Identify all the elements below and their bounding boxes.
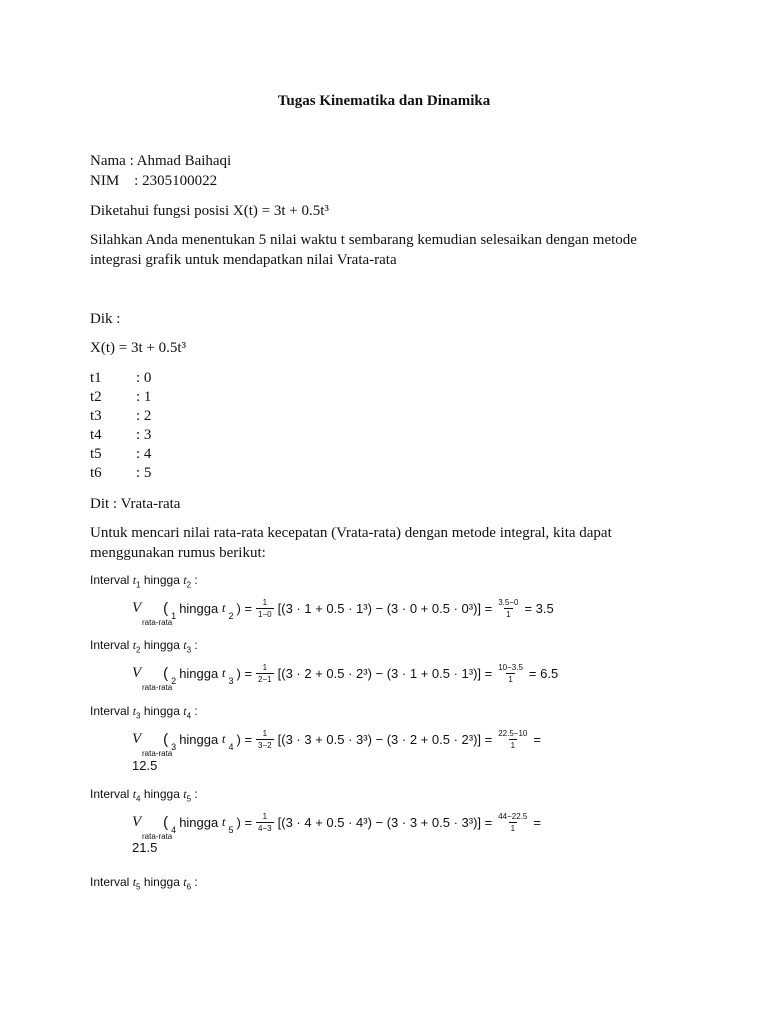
v-subscript: rata-rata (142, 682, 173, 692)
time-label: t4 (90, 427, 102, 443)
result-equals: = (533, 814, 541, 830)
v-symbol: V rata-rata (132, 664, 173, 692)
interval-heading: Interval $t_2$ hingga $t_3$ : (90, 638, 198, 655)
time-label: t3 (90, 408, 102, 424)
interval-start-index: 4 (136, 794, 141, 804)
factor-fraction: $\frac{1}{3-2}$ (258, 728, 272, 750)
interval-word: Interval (90, 638, 130, 652)
result-value-wrapped: 12.5 (132, 758, 158, 773)
time-label: t5 (90, 446, 102, 462)
interval-end-index: 6 (186, 882, 192, 892)
v-symbol: V rata-rata (132, 730, 173, 758)
interval-word: Interval (90, 787, 130, 801)
hingga-word: hingga (143, 704, 180, 718)
result-fraction: $\frac{22.5-10}{1}$ (498, 728, 528, 750)
fungsi-line: X(t) = 3t + 0.5t³ (90, 340, 186, 356)
factor-fraction: $\frac{1}{4-3}$ (258, 811, 272, 833)
formula-row: V rata-rata ( 3 hingga t 4 ) = $\frac{1}{3-2}$ [(3 · 3 + 0.5 · 3³) − (3 · 2 + 0.5 · 2³)] = $\frac{22.5-10}{1}$ = (132, 728, 541, 758)
end-index: 4 (228, 742, 234, 752)
result-fraction: $\frac{10-3.5}{1}$ (498, 662, 523, 684)
hingga-word: hingga (179, 731, 219, 747)
interval-end-index: 2 (186, 580, 192, 590)
interval-start-index: 2 (136, 645, 141, 655)
start-index: 4 (171, 825, 177, 835)
v-subscript: rata-rata (142, 831, 173, 841)
result-value-wrapped: 21.5 (132, 840, 158, 855)
penjelasan-line-1: Untuk mencari nilai rata-rata kecepatan (Vrata-rata) dengan metode integral, kita dapat (90, 525, 612, 541)
interval-start-index: 3 (136, 711, 141, 721)
interval-start-index: 1 (136, 580, 141, 590)
interval-word: Interval (90, 875, 130, 889)
hingga-word: hingga (143, 787, 180, 801)
time-value: : 3 (136, 427, 152, 443)
start-index: 3 (171, 742, 177, 752)
factor-fraction: $\frac{1}{2-1}$ (258, 662, 272, 684)
hingga-word: hingga (179, 665, 219, 681)
time-label: t1 (90, 370, 102, 386)
time-value: : 1 (136, 389, 152, 405)
dik-label: Dik : (90, 311, 121, 327)
time-value: : 4 (136, 446, 152, 462)
result-fraction: $\frac{3.5-0}{1}$ (498, 597, 519, 619)
nama-line: Nama : Ahmad Baihaqi (90, 153, 232, 169)
result-value: = 3.5 (524, 600, 554, 616)
interval-heading: Interval $t_1$ hingga $t_2$ : (90, 573, 198, 590)
start-index: 1 (171, 611, 177, 621)
result-fraction: $\frac{44-22.5}{1}$ (498, 811, 528, 833)
hingga-word: hingga (143, 875, 180, 889)
instruksi-line-2: integrasi grafik untuk mendapatkan nilai Vrata-rata (90, 252, 397, 268)
interval-word: Interval (90, 704, 130, 718)
interval-end-index: 3 (186, 645, 192, 655)
dit-line: Dit : Vrata-rata (90, 496, 181, 512)
result-value: = 6.5 (528, 665, 559, 681)
interval-word: Interval (90, 573, 130, 587)
interval-heading: Interval $t_4$ hingga $t_5$ : (90, 787, 198, 804)
hingga-word: hingga (179, 814, 219, 830)
document-title: Tugas Kinematika dan Dinamika (277, 93, 491, 109)
end-index: 5 (228, 825, 234, 835)
expression: [(3 · 3 + 0.5 · 3³) − (3 · 2 + 0.5 · 2³)] = (277, 731, 493, 747)
factor-fraction: $\frac{1}{1-0}$ (258, 597, 272, 619)
time-value: : 5 (136, 465, 152, 481)
instruksi-line-1: Silahkan Anda menentukan 5 nilai waktu t sembarang kemudian selesaikan dengan metode (90, 232, 637, 248)
end-index: 2 (228, 611, 234, 621)
v-symbol: V rata-rata (132, 813, 173, 841)
time-label: t6 (90, 465, 102, 481)
interval-start-index: 5 (136, 882, 141, 892)
expression: [(3 · 1 + 0.5 · 1³) − (3 · 0 + 0.5 · 0³)] = (277, 600, 493, 616)
interval-end-index: 4 (186, 711, 192, 721)
v-symbol: V rata-rata (132, 599, 173, 627)
time-label: t2 (90, 389, 102, 405)
penjelasan-line-2: menggunakan rumus berikut: (90, 545, 266, 561)
interval-heading: Interval $t_5$ hingga $t_6$ : (90, 875, 198, 892)
expression: [(3 · 4 + 0.5 · 4³) − (3 · 3 + 0.5 · 3³)] = (277, 814, 493, 830)
v-subscript: rata-rata (142, 617, 173, 627)
result-equals: = (533, 731, 541, 747)
start-index: 2 (171, 676, 177, 686)
formula-row: V rata-rata ( 2 hingga t 3 ) = $\frac{1}{2-1}$ [(3 · 2 + 0.5 · 2³) − (3 · 1 + 0.5 · 1³)] = $\frac{10-3.5}{1}$ = 6.5 (132, 662, 559, 692)
end-index: 3 (228, 676, 234, 686)
hingga-word: hingga (143, 573, 180, 587)
time-value: : 2 (136, 408, 152, 424)
interval-end-index: 5 (186, 794, 192, 804)
formula-row: V rata-rata ( 1 hingga t 2 ) = $\frac{1}{1-0}$ [(3 · 1 + 0.5 · 1³) − (3 · 0 + 0.5 · 0³)] = $\frac{3.5-0}{1}$ = 3.5 (132, 597, 554, 627)
time-value: : 0 (136, 370, 152, 386)
expression: [(3 · 2 + 0.5 · 2³) − (3 · 1 + 0.5 · 1³)] = (277, 665, 493, 681)
formula-row: V rata-rata ( 4 hingga t 5 ) = $\frac{1}{4-3}$ [(3 · 4 + 0.5 · 4³) − (3 · 3 + 0.5 · 3³)] = $\frac{44-22.5}{1}$ = (132, 811, 541, 841)
diketahui-line: Diketahui fungsi posisi X(t) = 3t + 0.5t³ (90, 203, 329, 219)
v-subscript: rata-rata (142, 748, 173, 758)
hingga-word: hingga (143, 638, 180, 652)
hingga-word: hingga (179, 600, 219, 616)
interval-heading: Interval $t_3$ hingga $t_4$ : (90, 704, 198, 721)
nim-line: NIM : 2305100022 (90, 173, 218, 189)
